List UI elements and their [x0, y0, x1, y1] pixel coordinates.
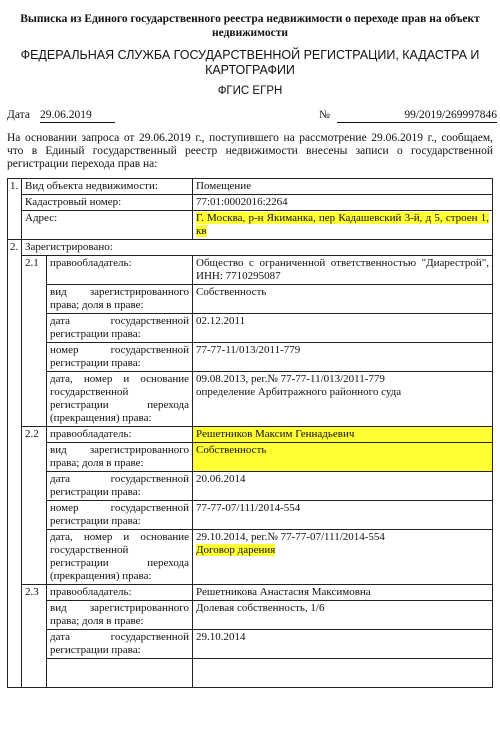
- registry-table: [7, 178, 493, 688]
- registration-date-label: дата государственной регистрации права:: [47, 472, 193, 501]
- transfer-basis-value: [193, 372, 493, 427]
- table-row: [8, 630, 493, 659]
- address-label: Адрес:: [22, 211, 193, 240]
- transfer-basis-value: [193, 530, 493, 585]
- address-value-cell: [193, 211, 493, 240]
- table-row: [8, 211, 493, 240]
- table-row: [8, 256, 493, 285]
- cut-off-value: [193, 659, 493, 688]
- right-type-label: вид зарегистрированного права; доля в праве:: [47, 443, 193, 472]
- table-row: [8, 314, 493, 343]
- entry-number: 2.2: [22, 427, 47, 585]
- cadastral-value: 77:01:0002016:2264: [193, 195, 493, 211]
- holder-value: Общество с ограниченной ответственностью "Диарестрой", ИНН: 7710295087: [193, 256, 493, 285]
- table-row: [8, 601, 493, 630]
- document-meta: [7, 109, 497, 125]
- table-row: [8, 179, 493, 195]
- registration-number-label: номер государственной регистрации права:: [47, 343, 193, 372]
- holder-label: правообладатель:: [47, 427, 193, 443]
- holder-value: Решетников Максим Геннадьевич: [193, 427, 493, 443]
- registration-date-label: дата государственной регистрации права:: [47, 314, 193, 343]
- holder-label: правообладатель:: [47, 256, 193, 285]
- registration-number-value: 77-77-11/013/2011-779: [193, 343, 493, 372]
- table-row: [8, 240, 493, 256]
- object-type-value: Помещение: [193, 179, 493, 195]
- transfer-basis-line: определение Арбитражного районного суда: [196, 386, 402, 398]
- entry-number: 2.1: [22, 256, 47, 427]
- agency-name: ФЕДЕРАЛЬНАЯ СЛУЖБА ГОСУДАРСТВЕННОЙ РЕГИСТРАЦИИ, КАДАСТРА И КАРТОГРАФИИ: [20, 48, 480, 77]
- registration-date-value: 20.06.2014: [193, 472, 493, 501]
- registration-date-label: дата государственной регистрации права:: [47, 630, 193, 659]
- table-row: [8, 343, 493, 372]
- transfer-basis-line: Договор дарения: [196, 544, 276, 556]
- holder-label: правообладатель:: [47, 585, 193, 601]
- transfer-basis-line-wrap: [196, 544, 489, 557]
- registration-number-label: номер государственной регистрации права:: [47, 501, 193, 530]
- cadastral-label: Кадастровый номер:: [22, 195, 193, 211]
- transfer-basis-label: дата, номер и основание государственной регистрации перехода (прекращения) права:: [47, 372, 193, 427]
- document-date: 29.06.2019: [40, 109, 115, 123]
- holder-value: Решетникова Анастасия Максимовна: [193, 585, 493, 601]
- registration-date-value: 29.10.2014: [193, 630, 493, 659]
- row-number: 1.: [8, 179, 22, 240]
- registered-label: Зарегистрировано:: [22, 240, 493, 256]
- registration-number-value: 77-77-07/111/2014-554: [193, 501, 493, 530]
- table-row: [8, 443, 493, 472]
- right-type-value: Долевая собственность, 1/6: [193, 601, 493, 630]
- right-type-label: вид зарегистрированного права; доля в праве:: [47, 601, 193, 630]
- document-number: 99/2019/269997846: [337, 109, 497, 123]
- object-type-label: Вид объекта недвижимости:: [22, 179, 193, 195]
- transfer-basis-line: 09.08.2013, рег.№ 77-77-11/013/2011-779: [196, 373, 385, 385]
- cut-off-label: [47, 659, 193, 688]
- transfer-basis-label: дата, номер и основание государственной регистрации перехода (прекращения) права:: [47, 530, 193, 585]
- address-value: Г. Москва, р-н Якиманка, пер Кадашевский 3-й, д 5, строен 1, кв: [196, 212, 489, 237]
- right-type-value: Собственность: [193, 285, 493, 314]
- row-number: 2.: [8, 240, 22, 688]
- right-type-value: Собственность: [193, 443, 493, 472]
- table-row: [8, 501, 493, 530]
- right-type-label: вид зарегистрированного права; доля в праве:: [47, 285, 193, 314]
- table-row: [8, 659, 493, 688]
- table-row: [8, 585, 493, 601]
- table-row: [8, 372, 493, 427]
- intro-paragraph: На основании запроса от 29.06.2019 г., поступившего на рассмотрение 29.06.2019 г., сообщаем, что в Единый государственный реестр недвижимости внесены записи о государственной регистрации перехода прав на:: [7, 132, 493, 170]
- table-row: [8, 472, 493, 501]
- entry-number: 2.3: [22, 585, 47, 688]
- system-name: ФГИС ЕГРН: [217, 85, 283, 97]
- table-row: [8, 195, 493, 211]
- date-label: Дата: [7, 109, 30, 121]
- table-row: [8, 285, 493, 314]
- registration-date-value: 02.12.2011: [193, 314, 493, 343]
- transfer-basis-line: 29.10.2014, рег.№ 77-77-07/111/2014-554: [196, 531, 385, 543]
- document-title: Выписка из Единого государственного реестра недвижимости о переходе прав на объект недвижимости: [20, 13, 480, 39]
- number-label: №: [319, 109, 330, 121]
- table-row: [8, 530, 493, 585]
- table-row: [8, 427, 493, 443]
